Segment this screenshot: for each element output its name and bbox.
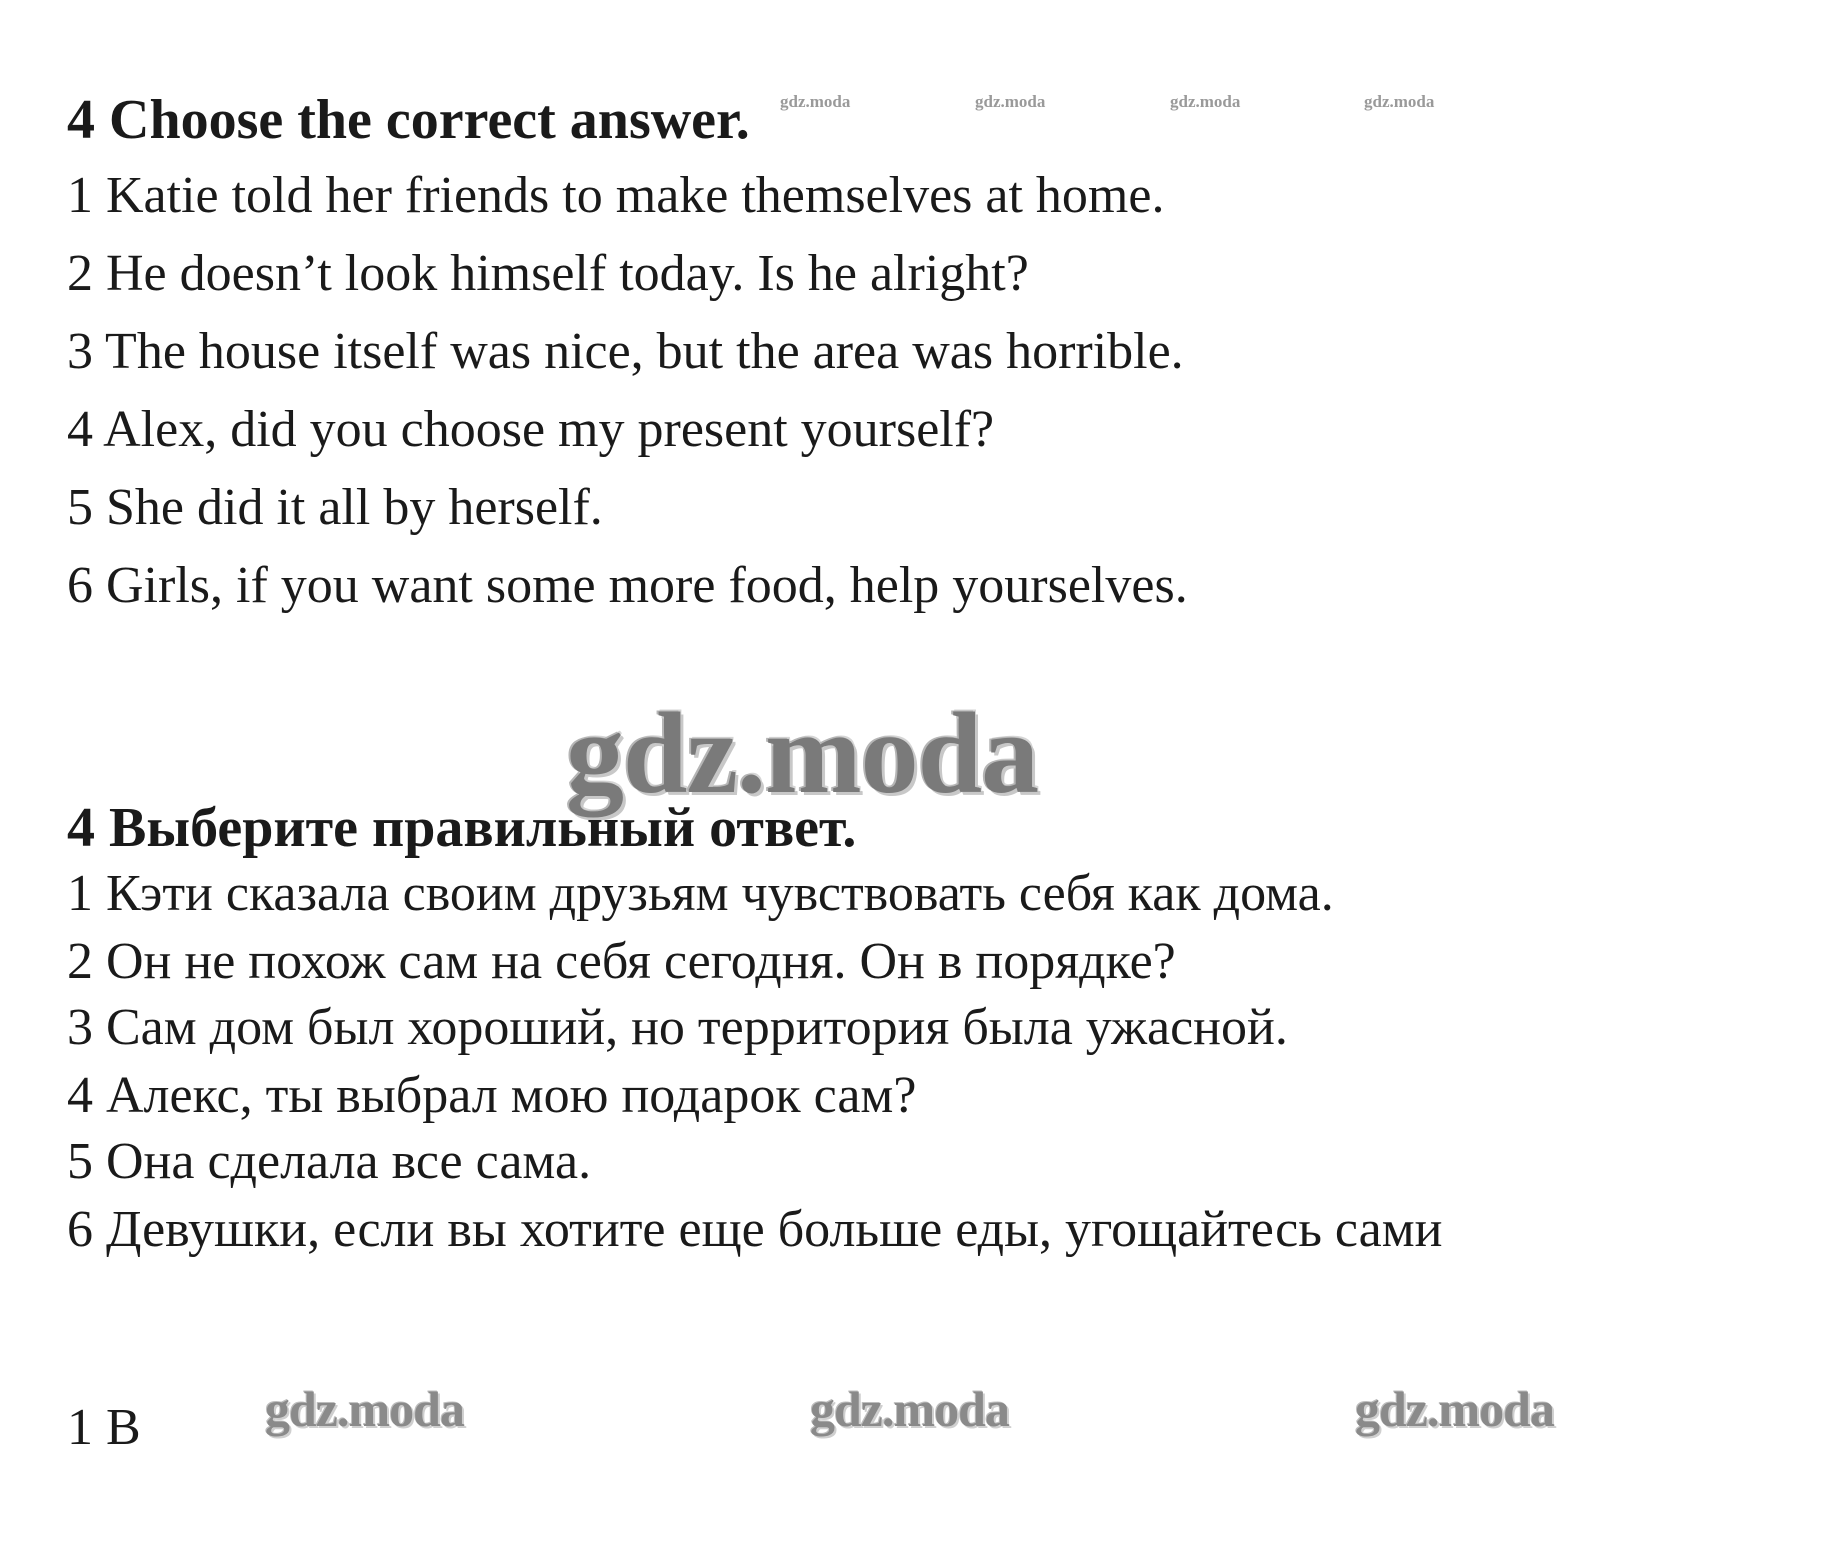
russian-item-3: 3 Сам дом был хороший, но территория была ужасной. — [67, 999, 1288, 1056]
english-item-6: 6 Girls, if you want some more food, help yourselves. — [67, 557, 1188, 614]
watermark-bottom-2: gdz.moda — [810, 1381, 1009, 1437]
russian-item-2: 2 Он не похож сам на себя сегодня. Он в порядке? — [67, 933, 1176, 990]
watermark-small-2: gdz.moda — [975, 92, 1046, 111]
watermark-bottom-3: gdz.moda — [1355, 1381, 1554, 1437]
english-item-2: 2 He doesn’t look himself today. Is he alright? — [67, 245, 1029, 302]
english-item-5: 5 She did it all by herself. — [67, 479, 603, 536]
watermark-small-3: gdz.moda — [1170, 92, 1241, 111]
russian-heading: 4 Выберите правильный ответ. — [67, 797, 857, 859]
russian-item-5: 5 Она сделала все сама. — [67, 1133, 592, 1190]
english-item-3: 3 The house itself was nice, but the area was horrible. — [67, 323, 1184, 380]
watermark-small-1: gdz.moda — [780, 92, 851, 111]
russian-item-1: 1 Кэти сказала своим друзьям чувствовать себя как дома. — [67, 865, 1334, 922]
russian-item-4: 4 Алекс, ты выбрал мою подарок сам? — [67, 1067, 917, 1124]
answer: 1 B — [67, 1399, 141, 1456]
english-heading: 4 Choose the correct answer. — [67, 89, 750, 151]
watermark-bottom-1: gdz.moda — [265, 1381, 464, 1437]
english-item-1: 1 Katie told her friends to make themselves at home. — [67, 167, 1165, 224]
russian-item-6: 6 Девушки, если вы хотите еще больше еды, угощайтесь сами — [67, 1201, 1443, 1258]
english-item-4: 4 Alex, did you choose my present yourself? — [67, 401, 995, 458]
watermark-small-4: gdz.moda — [1364, 92, 1435, 111]
watermark-big: gdz.moda — [566, 690, 1039, 818]
